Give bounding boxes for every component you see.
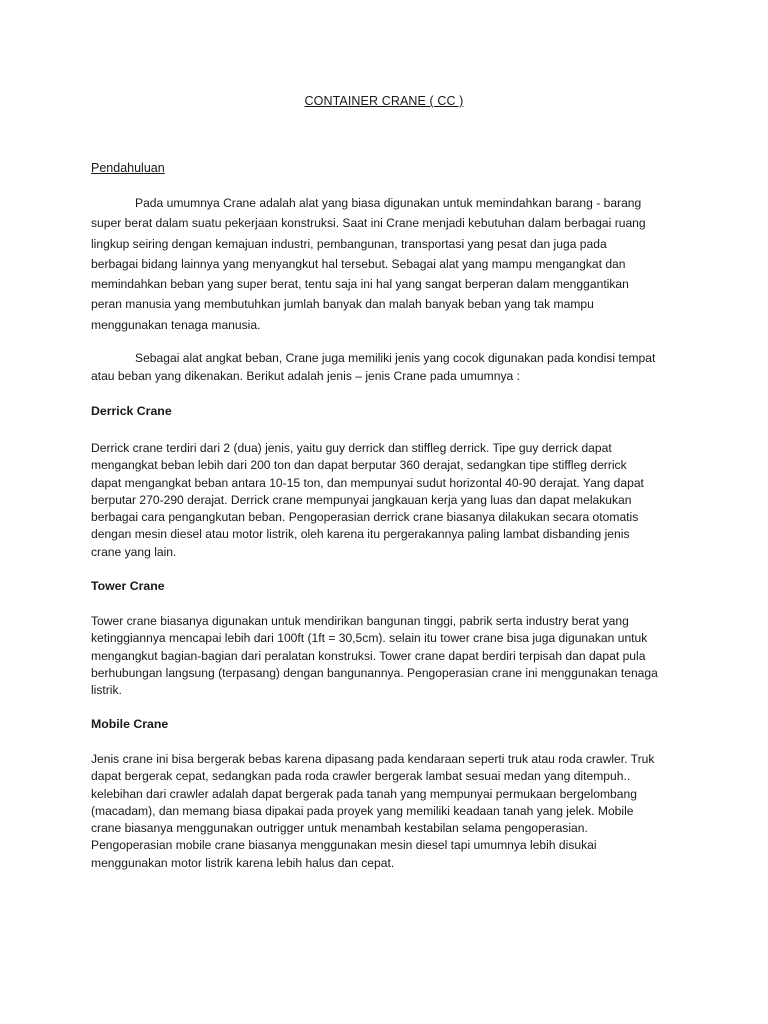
- tower-crane-heading: Tower Crane: [91, 579, 165, 593]
- intro-paragraph-2: [91, 350, 691, 385]
- paragraph-line: Tower crane biasanya digunakan untuk mendirikan bangunan tinggi, pabrik serta industry berat yang: [91, 614, 629, 628]
- paragraph-line: mengangkat beban lebih dari 200 ton dan dapat berputar 360 derajat, sedangkan tipe stiffleg derrick: [91, 458, 627, 473]
- paragraph-line: dengan mesin diesel atau motor listrik, oleh karena itu pergerakannya paling lambat disbanding jenis: [91, 527, 630, 542]
- paragraph-line: listrik.: [91, 683, 122, 698]
- paragraph-line: atau beban yang dikenakan. Berikut adalah jenis – jenis Crane pada umumnya :: [91, 368, 520, 383]
- paragraph-line: Jenis crane ini bisa bergerak bebas karena dipasang pada kendaraan seperti truk atau roda crawler. Truk: [91, 752, 655, 766]
- paragraph-line: dapat mengangkat beban antara 10-15 ton, dan mempunyai sudut horizontal 40-90 derajat. Yang dapat: [91, 475, 644, 490]
- paragraph-line: memindahkan beban yang super berat, tentu saja ini hal yang sangat berperan dalam menggantikan: [91, 277, 629, 292]
- mobile-crane-heading: Mobile Crane: [91, 717, 169, 731]
- paragraph-line: berbagai cara pengangkutan beban. Pengoperasian derrick crane biasanya dilakukan secara otomatis: [91, 510, 639, 525]
- paragraph-line: mengangkut bagian-bagian dari peralatan konstruksi. Tower crane dapat berdiri terpisah dan dapat pula: [91, 648, 646, 663]
- paragraph-line: dapat bergerak cepat, sedangkan pada roda crawler bergerak lambat sesuai medan yang ditempuh..: [91, 769, 631, 784]
- derrick-crane-paragraph: [91, 440, 691, 561]
- paragraph-line: Pengoperasian mobile crane biasanya menggunakan mesin diesel tapi umumnya lebih disukai: [91, 838, 597, 853]
- intro-heading: Pendahuluan: [91, 161, 165, 175]
- paragraph-line: Derrick crane terdiri dari 2 (dua) jenis, yaitu guy derrick dan stiffleg derrick. Tipe guy derrick dapat: [91, 441, 612, 455]
- paragraph-line: menggunakan motor listrik karena lebih halus dan cepat.: [91, 855, 395, 870]
- paragraph-line: (macadam), dan memang biasa dipakai pada proyek yang memiliki keadaan tanah yang jelek. Mobile: [91, 803, 634, 818]
- tower-crane-paragraph: [91, 613, 691, 699]
- paragraph-line: crane biasanya menggunakan outrigger untuk menambah kestabilan selama pengoperasian.: [91, 821, 588, 836]
- paragraph-line: peran manusia yang membutuhkan jumlah banyak dan malah banyak beban yang tak mampu: [91, 297, 594, 312]
- paragraph-line: Sebagai alat angkat beban, Crane juga memiliki jenis yang cocok digunakan pada kondisi tempat: [135, 351, 656, 365]
- paragraph-line: berbagai bidang lainnya yang menyangkut hal tersebut. Sebagai alat yang mampu mengangkat dan: [91, 256, 626, 271]
- paragraph-line: crane yang lain.: [91, 544, 177, 559]
- mobile-crane-paragraph: [91, 751, 691, 872]
- paragraph-line: ketinggiannya mencapai lebih dari 100ft (1ft = 30,5cm). selain itu tower crane bisa juga digunakan untuk: [91, 631, 648, 646]
- paragraph-line: super berat dalam suatu pekerjaan konstruksi. Saat ini Crane menjadi kebutuhan dalam berbagai ruang: [91, 216, 646, 231]
- paragraph-line: Pada umumnya Crane adalah alat yang biasa digunakan untuk memindahkan barang - barang: [135, 196, 642, 210]
- paragraph-line: berhubungan langsung (terpasang) dengan bangunannya. Pengoperasian crane ini menggunakan tenaga: [91, 665, 658, 680]
- paragraph-line: berputar 270-290 derajat. Derrick crane mempunyai jangkauan kerja yang luas dan dapat melakukan: [91, 492, 632, 507]
- intro-paragraph-1: [91, 193, 691, 335]
- paragraph-line: lingkup seiring dengan kemajuan industri, pembangunan, transportasi yang pesat dan juga pada: [91, 236, 607, 251]
- paragraph-line: menggunakan tenaga manusia.: [91, 317, 261, 332]
- paragraph-line: kelebihan dari crawler adalah dapat bergerak pada tanah yang mempunyai permukaan bergelombang: [91, 786, 637, 801]
- derrick-crane-heading: Derrick Crane: [91, 404, 172, 418]
- document-title: CONTAINER CRANE ( CC ): [304, 94, 464, 108]
